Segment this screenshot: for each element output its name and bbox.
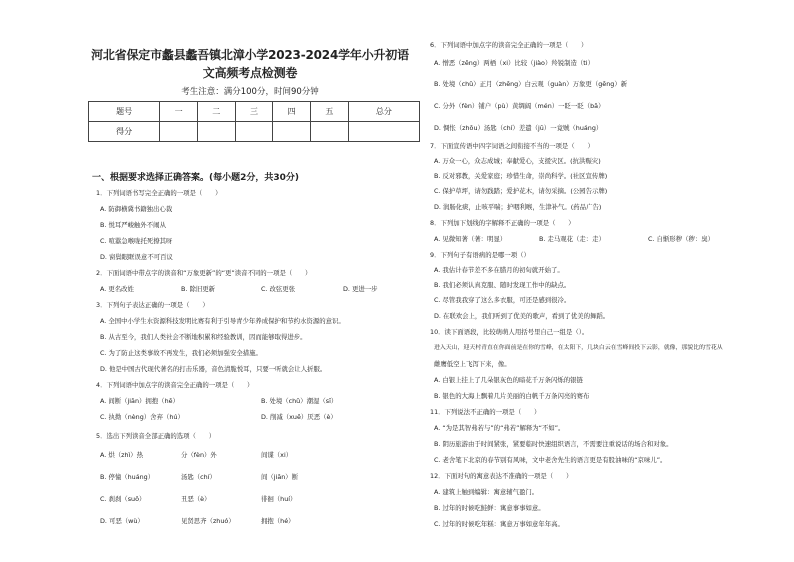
question-option: B. 我们必须认真克服、随时发现工作中的缺点。 [434,281,571,289]
question-option: C. 刹刹（suǒ） [100,495,146,503]
header-cell: 题号 [89,102,160,122]
question-option: 拥抱（hé） [261,517,295,525]
score-table-score-row [89,122,420,142]
question-option: D. 更进一步 [343,285,378,293]
question-option: C. 为了防止这类事故不再发生，我们必须加强安全措施。 [100,349,262,357]
question-line: 6．下列词语中加点字的读音完全正确的一项是（ ） [430,41,588,49]
question-option: A. 全国中小学生水资源科技发明比赛有利于引导青少年养成保护和节约水资源的意识。 [100,317,345,325]
question-option: A. “为是其智弗若与”的“弗若”解释为“不如”。 [434,424,565,432]
question-option: C. 老舍笔下北京的春节别有风味，文中老舍先生的语言更是有股油味的“京味儿”。 [434,456,667,464]
header-cell: 一 [160,102,198,122]
question-option: A. 白银上挂上了几朵银灰色的暗花千万条闪烁的银链 [434,376,583,384]
question-option: 丑恶（è） [181,495,211,503]
question-line: 7．下面宣传语中四字词语之间衔接不当的一项是（ ） [430,142,594,150]
question-line: 10．读下面语段，比较萌萌人用括号里自己一组是（）。 [430,328,589,336]
question-option: A. 防御横冀书籍独出心裁 [100,205,173,213]
question-option: B. 过年的时候吃鲑鲜：寓意事事如意。 [434,504,545,512]
section-heading-1: 一、根据要求选择正确答案。(每小题2分，共30分) [92,173,300,183]
question-option: 间谍（xi） [261,451,293,459]
question-option: A. 万众一心，众志成城；奉献爱心，支援灾区。(抗洪赈灾) [434,157,601,165]
question-option: D. 削减（xuē）厌恶（è） [261,413,337,421]
question-option: B. 处境（chǔ）潮湿（sī） [261,397,338,405]
question-option: B. 悦耳严峻触外不闹从 [100,221,166,229]
score-cell[interactable] [273,122,311,142]
question-option: D. 惆怅（zhōu）汤匙（chí）差遣（jū）一竟贼（huáng） [434,124,603,132]
question-line: 3．下列句子表达正确的一项是（ ） [96,301,209,309]
question-option: C. 分外（fèn）铺户（pù）黄绸阔（mén）一眨一眨（bā） [434,102,605,110]
score-row-label: 得分 [89,122,160,142]
score-cell[interactable] [197,122,235,142]
question-option: 见贤思齐（zhuó） [181,517,235,525]
question-line: 5．选出下列读音全部正确的选项（ ） [96,432,216,440]
question-option: B. 阴历旅游由于时间紧张，紧要临时快速组织语言，不需要注重说话的场合和对象。 [434,440,673,448]
question-option: D. 窗鬓眼眶误意不可百议 [100,253,173,261]
page-title-line2: 文高频考点检测卷 [202,66,298,80]
question-option: D. 他是中国古代现代著名的打击乐器，音色清脆悦耳，只要一听就会让人折服。 [100,365,327,373]
question-option: B. 从古至今，我们人类社会不断地积累和经验教训，因而能够取得进步。 [100,333,307,341]
question-option: D. 润肠化痰，止咳平喘；护咽利喉，生津补气。(药品广告) [434,203,602,211]
question-option: A. 间断（jiān）拥抱（hē） [100,397,179,405]
passage-text: 雌鹰低空上飞泻下来，像。 [434,360,511,368]
question-option: C. 自惭形秽（秽：臭） [648,235,715,243]
question-option: C. 保护草坪，请勿践踏；爱护花木，请勿采摘。(公园告示牌) [434,187,608,195]
question-option: B. 处境（chǔ）正月（zhēng）白云观（guàn）万象更（gēng）新 [434,80,628,88]
question-option: A. 更名改姓 [100,285,134,293]
header-cell: 总分 [348,102,419,122]
question-line: 11．下列说法不正确的一项是（ ） [430,408,541,416]
question-option: 间（jiān）断 [261,473,299,481]
question-option: C. 喧嚣急喉咙托死撩其呀 [100,237,173,245]
question-option: A. 见微知著（著：明显） [434,235,507,243]
question-line: 12．下面对句的寓意表达不准确的一项是（ ） [430,472,573,480]
page-title-line1: 河北省保定市蠡县蠡吾镇北漳小学2023-2024学年小升初语 [91,48,409,62]
question-option: C. 执拗（nèng）舍弃（hú） [100,413,184,421]
question-option: D. 在联欢会上，我们听到了优美的歌声，看到了优美的舞蹈。 [434,312,610,320]
question-option: B. 银色的大海上飘着几片美丽的白帆千万条闪亮的赛布 [434,392,590,400]
question-option: B. 反对邪教，关爱家庭；珍惜生命，崇尚科学。(社区宣传牌) [434,172,608,180]
score-cell[interactable] [160,122,198,142]
passage-text: 进入天山，迎天村青直在你面前是在你的雪峰，在太阳下，几块白云在雪峰间投下云影，就像，那貌比的雪花从 [434,345,723,351]
score-table [88,101,420,142]
question-line: 8．下列加下划线的字解释不正确的一项是（ ） [430,219,575,227]
question-line: 4．下列词语中加点字的读音完全正确的一项是（ ） [96,381,254,389]
question-option: A. 我估计春节差不多在腊月的初旬就开始了。 [434,266,564,274]
question-option: C. 尽管我我穿了这么多衣服，可还是感到很冷。 [434,296,571,304]
exam-notice: 考生注意：满分100分，时间90分钟 [181,87,319,97]
score-cell[interactable] [311,122,349,142]
question-option: D. 可恶（wù） [100,517,144,525]
question-option: 分（fèn）外 [181,451,217,459]
question-option: A. 建筑上触到编辑：寓意辅气盈门。 [434,488,539,496]
question-line: 1．下列词语书写完全正确的一项是（ ） [96,189,222,197]
question-option: B. 除旧更新 [181,285,216,293]
header-cell: 四 [273,102,311,122]
score-cell[interactable] [348,122,419,142]
question-option: C. 改弦更张 [261,285,296,293]
question-option: C. 过年的时候吃年糕：寓意万事如意年年高。 [434,520,564,528]
question-option: B. 走马观花（走：走） [539,235,605,243]
question-option: 汤匙（chí） [181,473,216,481]
question-line: 9．下列句子有语病的是哪一项（） [430,251,530,259]
question-option: A. 憎恶（zēng）两栖（xi）比较（jiào）羚锐制造（ti） [434,59,594,67]
header-cell: 五 [311,102,349,122]
question-option: A. 烘（zhì）热 [100,451,144,459]
question-option: 徘徊（huí） [261,495,297,503]
score-table-header-row [89,102,420,122]
question-line: 2．下面词语中带点字的读音和“万象更新”的“更”读音不同的一项是（ ） [96,269,312,277]
header-cell: 二 [197,102,235,122]
score-cell[interactable] [235,122,273,142]
header-cell: 三 [235,102,273,122]
question-option: B. 停憧（huáng） [100,473,155,481]
